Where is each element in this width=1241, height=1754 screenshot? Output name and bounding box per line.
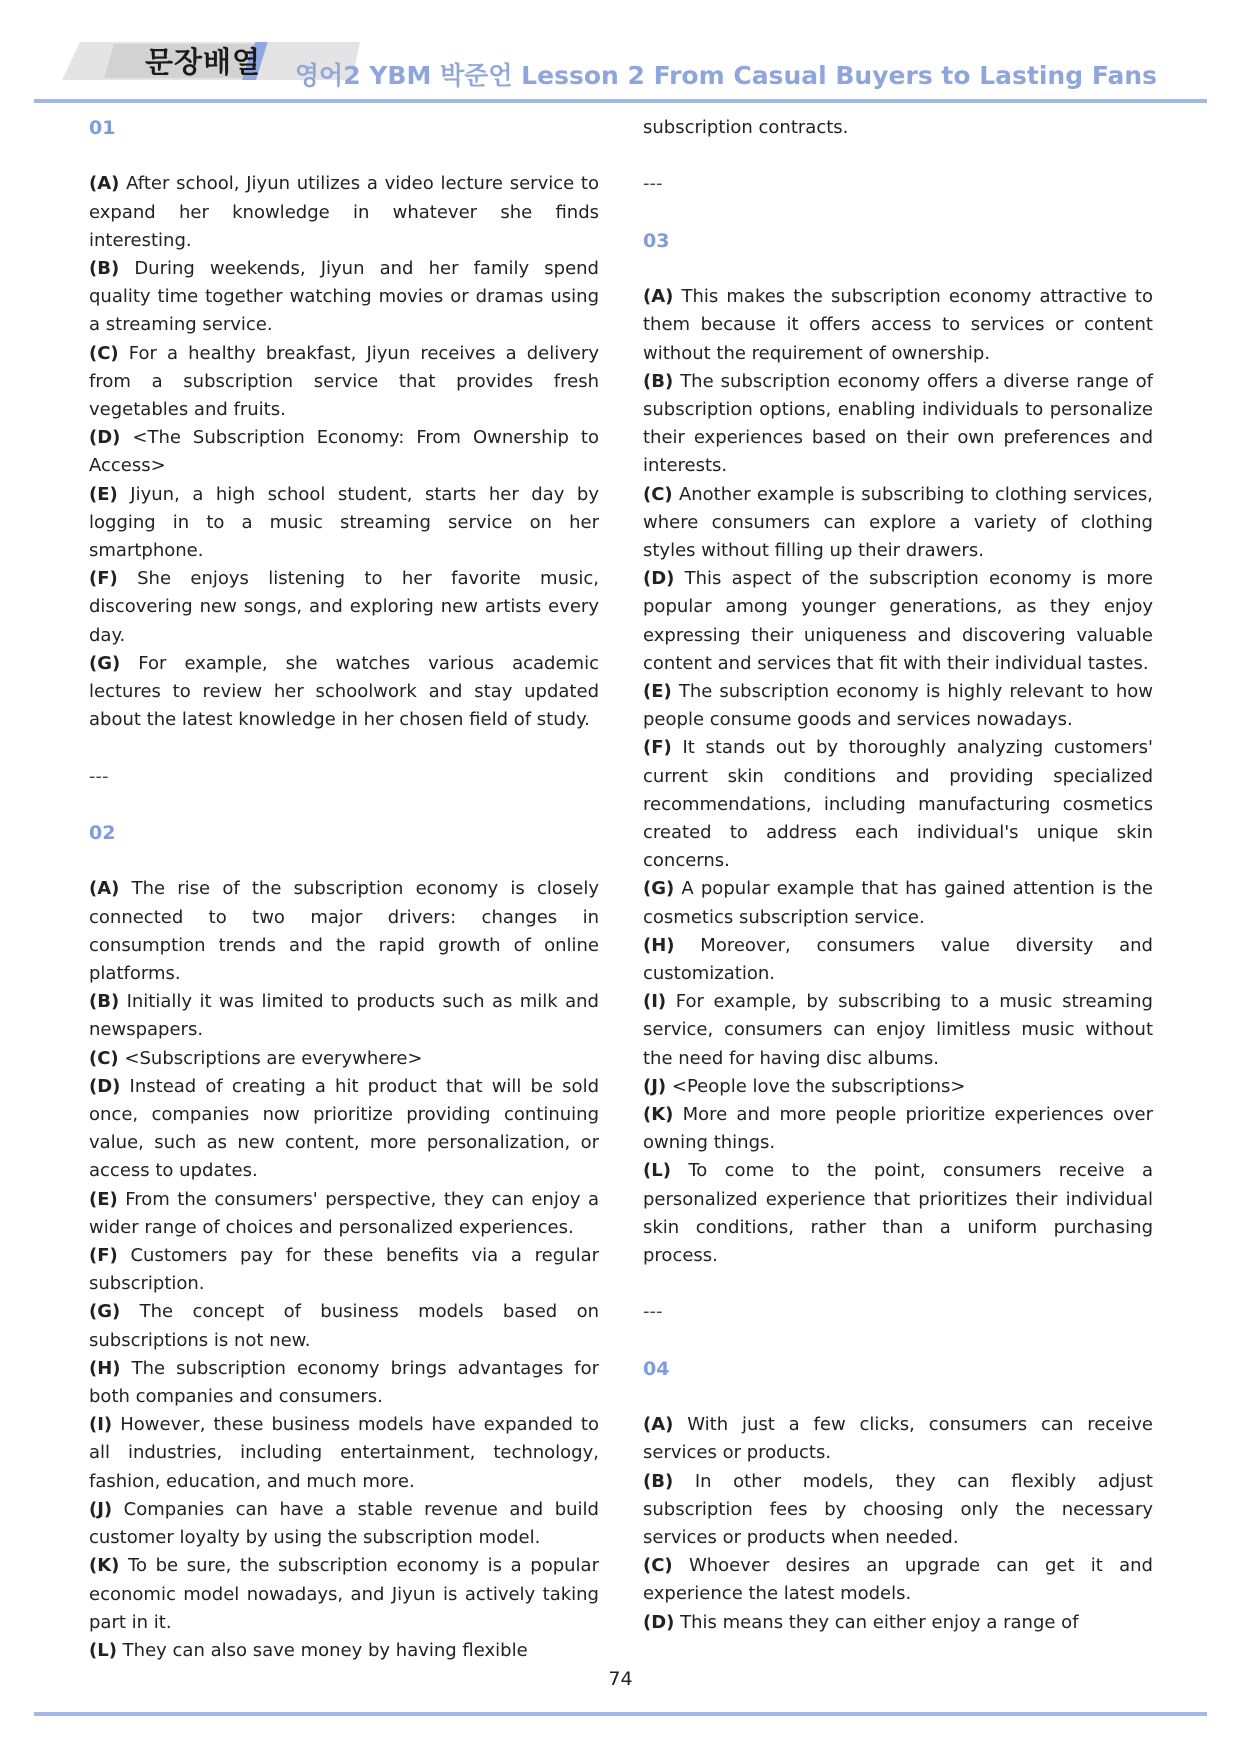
sentence-text: The concept of business models based on subscriptions is not new. <box>89 1301 600 1351</box>
sentence-text: This aspect of the subscription economy is more popular among younger generations, as they enjoy expressing their uniqueness and discovering valuable content and services that fit with their individual tastes. <box>643 568 1153 674</box>
sentence-item <box>643 875 1153 931</box>
section-separator: --- <box>643 1301 663 1323</box>
sentence-text: <The Subscription Economy: From Ownership to Access> <box>89 427 599 477</box>
sentence-label: (A) <box>643 286 674 308</box>
sentence-item <box>89 1298 599 1354</box>
sentence-continuation: subscription contracts. <box>643 117 849 138</box>
sentence-label: (I) <box>89 1414 113 1436</box>
sentence-text: Customers pay for these benefits via a regular subscription. <box>89 1245 599 1295</box>
sentence-text: Companies can have a stable revenue and build customer loyalty by using the subscription model. <box>89 1498 599 1549</box>
sentence-item <box>89 1637 599 1665</box>
sentence-label: (L) <box>89 1639 117 1661</box>
sentence-item <box>89 1073 599 1186</box>
page-header <box>0 0 1241 110</box>
sentence-text: Instead of creating a hit product that will be sold once, companies now prioritize providing continuing value, such as new content, more personalization, or access to updates. <box>89 1075 599 1182</box>
sentence-item <box>89 1411 599 1496</box>
sentence-text: For example, by subscribing to a music streaming service, consumers can enjoy limitless music without the need for having disc albums. <box>643 991 1153 1069</box>
sentence-text: The subscription economy brings advantages for both companies and consumers. <box>89 1357 599 1408</box>
sentence-text: <People love the subscriptions> <box>671 1075 966 1097</box>
question-number: 03 <box>643 229 670 252</box>
sentence-text: In other models, they can flexibly adjust subscription fees by choosing only the necessary services or products when needed. <box>643 1470 1153 1549</box>
sentence-item <box>89 170 599 255</box>
sentence-text: This makes the subscription economy attractive to them because it offers access to services or content without the requirement of ownership. <box>643 286 1153 364</box>
sentence-label: (G) <box>89 1301 121 1323</box>
sentence-label: (G) <box>643 878 675 900</box>
sentence-item <box>89 424 599 480</box>
question-number: 04 <box>643 1357 670 1380</box>
sentence-label: (B) <box>89 258 120 279</box>
sentence-label: (D) <box>89 427 121 449</box>
sentence-item <box>89 1045 599 1073</box>
sentence-text: For a healthy breakfast, Jiyun receives a delivery from a subscription service that provides fresh vegetables and fruits. <box>89 342 599 421</box>
header-divider <box>34 99 1207 103</box>
sentence-item <box>643 368 1153 481</box>
sentence-text: Whoever desires an upgrade can get it and experience the latest models. <box>643 1555 1153 1605</box>
sentence-item <box>643 678 1153 734</box>
sentence-label: (K) <box>89 1555 120 1577</box>
sentence-text: She enjoys listening to her favorite music, discovering new songs, and exploring new artists every day. <box>89 568 599 646</box>
sentence-label: (H) <box>643 934 675 956</box>
sentence-item <box>89 1552 599 1637</box>
sentence-text: The rise of the subscription economy is closely connected to two major drivers: changes in consumption trends and the rapid growth of online platforms. <box>89 878 599 985</box>
sentence-text: Initially it was limited to products such as milk and newspapers. <box>89 991 599 1041</box>
sentence-item <box>89 988 599 1044</box>
sentence-label: (A) <box>89 878 120 900</box>
sentence-item <box>643 283 1153 368</box>
sentence-item <box>643 1101 1153 1157</box>
sentence-label: (B) <box>643 370 674 392</box>
sentence-text: They can also save money by having flexible <box>122 1639 528 1661</box>
sentence-label: (J) <box>643 1075 667 1097</box>
sentence-text: A popular example that has gained attention is the cosmetics subscription service. <box>643 878 1153 928</box>
sentence-text: During weekends, Jiyun and her family spend quality time together watching movies or dramas using a streaming service. <box>89 258 599 336</box>
sentence-text: Another example is subscribing to clothing services, where consumers can explore a variety of clothing styles without filling up their drawers. <box>643 483 1153 561</box>
sentence-label: (F) <box>89 568 118 590</box>
sentence-text: However, these business models have expanded to all industries, including entertainment, technology, fashion, education, and much more. <box>89 1414 600 1492</box>
sentence-label: (C) <box>643 483 673 505</box>
question-number: 01 <box>89 117 116 139</box>
sentence-text: For example, she watches various academic lectures to review her schoolwork and stay updated about the latest knowledge in her chosen field of study. <box>89 652 599 731</box>
sentence-text: To come to the point, consumers receive a personalized experience that prioritizes their individual skin conditions, rather than a uniform purchasing process. <box>643 1160 1153 1267</box>
sentence-label: (C) <box>89 1047 119 1069</box>
sentence-item <box>89 565 599 650</box>
sentence-label: (A) <box>643 1414 674 1436</box>
sentence-item <box>643 1073 1153 1101</box>
sentence-label: (F) <box>643 737 672 759</box>
sentence-label: (L) <box>643 1160 671 1182</box>
sentence-label: (A) <box>89 173 120 195</box>
sentence-item <box>643 1411 1153 1467</box>
right-column <box>643 114 1153 1637</box>
sentence-text: The subscription economy offers a diverse range of subscription options, enabling individuals to personalize their experiences based on their own preferences and interests. <box>643 370 1153 477</box>
sentence-text: The subscription economy is highly relevant to how people consume goods and services nowadays. <box>643 681 1153 731</box>
sentence-label: (B) <box>643 1470 674 1492</box>
sentence-text: This means they can either enjoy a range of <box>680 1611 1079 1633</box>
sentence-label: (F) <box>89 1245 118 1267</box>
sentence-text: <Subscriptions are everywhere> <box>124 1047 423 1069</box>
sentence-item <box>643 1468 1153 1553</box>
sentence-label: (I) <box>643 991 667 1013</box>
page-number: 74 <box>608 1668 633 1690</box>
sentence-label: (H) <box>89 1357 121 1379</box>
sentence-item <box>643 988 1153 1073</box>
sentence-label: (C) <box>643 1555 673 1577</box>
left-column <box>89 114 599 1665</box>
sentence-item <box>89 1355 599 1411</box>
sentence-item <box>89 340 599 425</box>
sentence-text: To be sure, the subscription economy is a popular economic model nowadays, and Jiyun is actively taking part in it. <box>89 1555 599 1633</box>
sentence-item <box>89 1186 599 1242</box>
sentence-text: More and more people prioritize experiences over owning things. <box>643 1104 1153 1154</box>
sentence-label: (D) <box>643 568 675 590</box>
sentence-item <box>89 481 599 566</box>
sentence-label: (D) <box>643 1611 675 1633</box>
sentence-item <box>89 255 599 340</box>
sentence-item <box>643 1609 1153 1637</box>
sentence-item <box>89 1496 599 1552</box>
sentence-text: From the consumers' perspective, they can enjoy a wider range of choices and personalized experiences. <box>89 1188 599 1238</box>
sentence-item <box>643 932 1153 988</box>
sentence-item <box>89 875 599 988</box>
sentence-text: With just a few clicks, consumers can receive services or products. <box>643 1414 1153 1464</box>
sentence-item <box>89 1242 599 1298</box>
sentence-label: (E) <box>89 1188 118 1210</box>
sentence-item <box>643 481 1153 566</box>
sentence-label: (G) <box>89 652 121 674</box>
sentence-text: Moreover, consumers value diversity and customization. <box>643 934 1153 985</box>
sentence-item <box>643 734 1153 875</box>
sentence-label: (K) <box>643 1104 674 1126</box>
sentence-item <box>643 1552 1153 1608</box>
question-number: 02 <box>89 822 116 845</box>
sentence-text: After school, Jiyun utilizes a video lecture service to expand her knowledge in whatever she finds interesting. <box>89 173 599 251</box>
sentence-item <box>643 1157 1153 1270</box>
sentence-label: (C) <box>89 342 119 364</box>
sentence-label: (B) <box>89 991 120 1013</box>
sentence-label: (E) <box>89 483 118 505</box>
section-separator: --- <box>89 765 109 787</box>
page-title: 영어2 YBM 박준언 Lesson 2 From Casual Buyers to Lasting Fans <box>294 61 1157 90</box>
sentence-label: (E) <box>643 681 672 703</box>
footer-divider <box>34 1712 1207 1716</box>
sentence-label: (D) <box>89 1075 121 1097</box>
sentence-item <box>643 565 1153 678</box>
sentence-item <box>89 650 599 735</box>
sentence-label: (J) <box>89 1498 113 1520</box>
sentence-text: It stands out by thoroughly analyzing customers' current skin conditions and providing specialized recommendations, including manufacturing cosmetics created to address each individual's unique skin concerns. <box>643 737 1153 872</box>
sentence-text: Jiyun, a high school student, starts her day by logging in to a music streaming service on her smartphone. <box>89 483 599 562</box>
section-tab-label: 문장배열 <box>144 45 262 79</box>
section-separator: --- <box>643 173 663 195</box>
